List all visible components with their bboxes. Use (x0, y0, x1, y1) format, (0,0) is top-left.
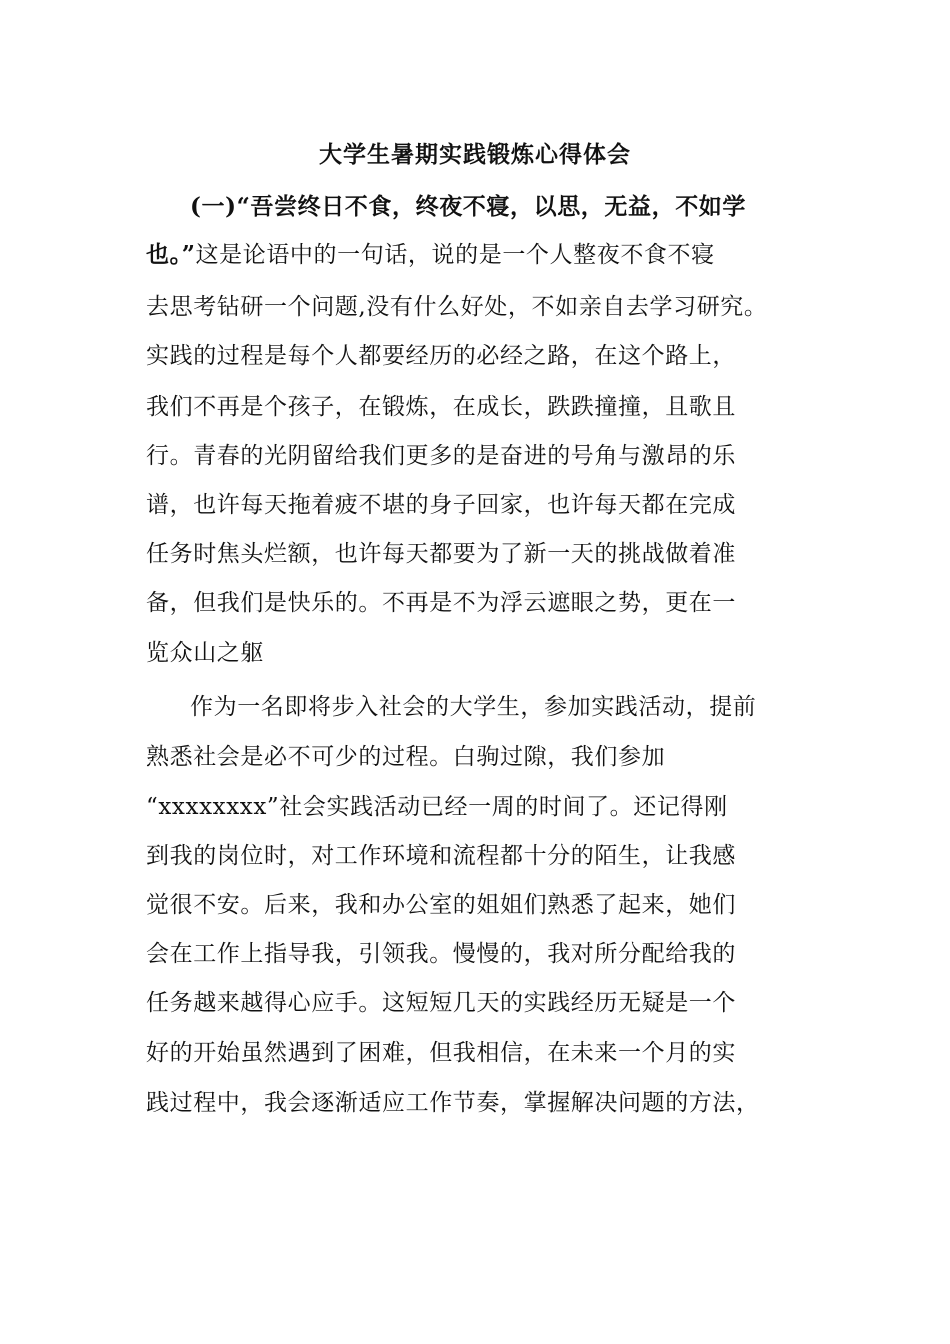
paragraph1-line-10: 览众山之躯 (146, 640, 264, 666)
paragraph2-line-6: 会在工作上指导我，引领我。慢慢的，我对所分配给我的 (146, 941, 736, 967)
paragraph2-line-7: 任务越来越得心应手。这短短几天的实践经历无疑是一个 (146, 990, 736, 1016)
paragraph1-line-9: 备，但我们是快乐的。不再是不为浮云遮眼之势，更在一 (146, 590, 736, 616)
paragraph2-line-9: 践过程中，我会逐渐适应工作节奏，掌握解决问题的方法， (146, 1090, 760, 1116)
document-title: 大学生暑期实践锻炼心得体会 (319, 141, 631, 168)
line-2-rest: 这是论语中的一句话，说的是一个人整夜不食不寝 (195, 242, 715, 268)
paragraph1-line-5: 我们不再是个孩子，在锻炼，在成长，跌跌撞撞，且歌且 (146, 394, 736, 420)
paragraph2-line-1: 作为一名即将步入社会的大学生，参加实践活动，提前 (190, 694, 757, 720)
paragraph1-line-8: 任务时焦头烂额，也许每天都要为了新一天的挑战做着准 (146, 541, 736, 567)
paragraph2-line-8: 好的开始虽然遇到了困难，但我相信，在未来一个月的实 (146, 1040, 736, 1066)
paragraph1-line-1: (一)“吾尝终日不食，终夜不寝，以思，无益，不如学 (190, 193, 746, 220)
paragraph1-line-7: 谱，也许每天拖着疲不堪的身子回家，也许每天都在完成 (146, 492, 736, 518)
paragraph2-line-4: 到我的岗位时，对工作环境和流程都十分的陌生，让我感 (146, 843, 736, 869)
paragraph1-line-6: 行。青春的光阴留给我们更多的是奋进的号角与激昂的乐 (146, 443, 736, 469)
paragraph1-line-3: 去思考钻研一个问题,没有什么好处，不如亲自去学习研究。 (146, 294, 768, 320)
quote-ending: 也。” (146, 241, 196, 268)
paragraph2-line-2: 熟悉社会是必不可少的过程。白驹过隙，我们参加 (146, 744, 666, 770)
paragraph2-line-3: “xxxxxxxx”社会实践活动已经一周的时间了。还记得刚 (146, 794, 728, 820)
paragraph1-line-4: 实践的过程是每个人都要经历的必经之路，在这个路上， (146, 343, 736, 369)
paragraph1-line-2 (146, 238, 715, 272)
paragraph2-line-5: 觉很不安。后来，我和办公室的姐姐们熟悉了起来，她们 (146, 892, 736, 918)
